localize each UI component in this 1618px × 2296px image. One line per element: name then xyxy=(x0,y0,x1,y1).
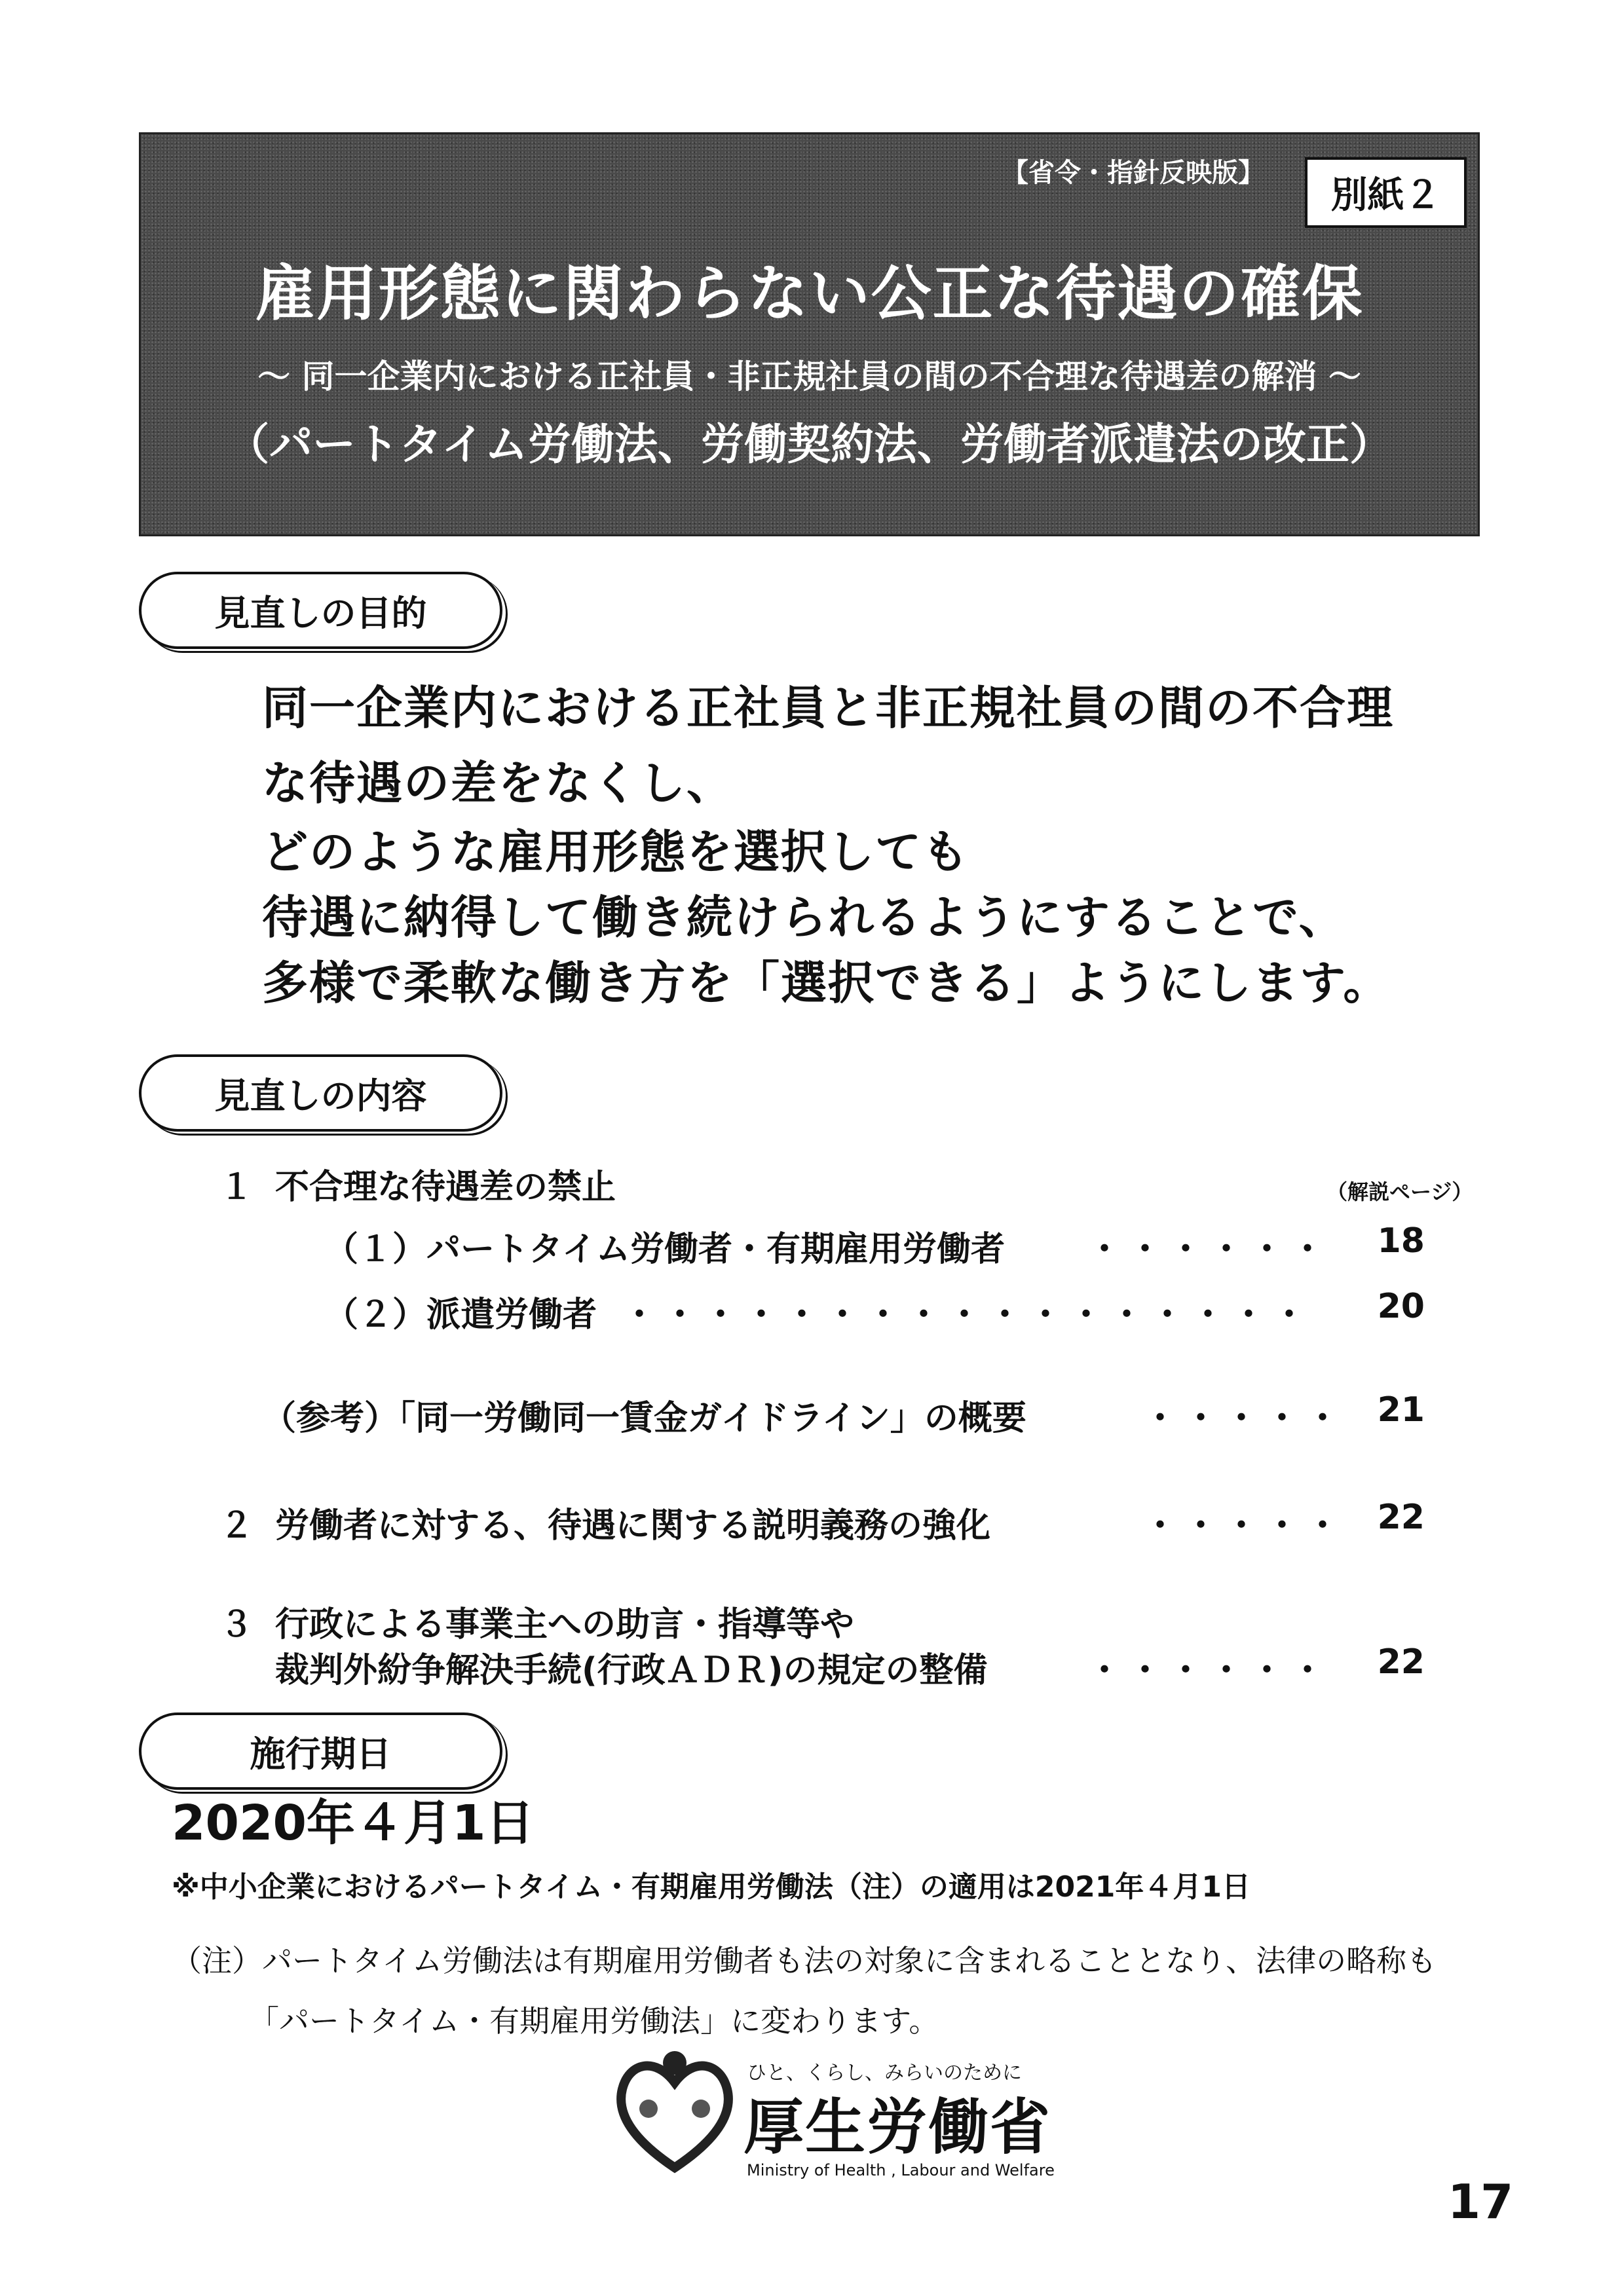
page-subtitle-laws: （パートタイム労働法、労働契約法、労働者派遣法の改正） xyxy=(226,419,1393,470)
purpose-line-3: どのような雇用形態を選択しても xyxy=(262,825,969,879)
annex-label: 別紙２ xyxy=(1305,157,1467,228)
toc-item-1-text: 不合理な待遇差の禁止 xyxy=(275,1168,616,1207)
toc-item-3-text-line2: 裁判外紛争解決手続(行政ＡＤＲ)の規定の整備 xyxy=(275,1651,988,1690)
toc-item-1-2-page: 20 xyxy=(1377,1287,1425,1326)
footnote-line-1: （注）パートタイム労働法は有期雇用労働者も法の対象に含まれることとなり、法律の略称も xyxy=(172,1943,1437,1978)
toc-item-2-leader: ・・・・・ xyxy=(1143,1506,1347,1546)
toc-item-1-2-leader: ・・・・・・・・・・・・・・・・・ xyxy=(622,1295,1313,1335)
toc-item-3-number: ３ xyxy=(219,1605,254,1644)
enforcement-date: 2020年４月1日 xyxy=(172,1795,535,1851)
toc-item-1-2-text: （２）派遣労働者 xyxy=(324,1295,597,1335)
ministry-logo-icon xyxy=(609,2037,740,2181)
logo-english-name: Ministry of Health , Labour and Welfare xyxy=(747,2161,1055,2179)
toc-item-2-text: 労働者に対する、待遇に関する説明義務の強化 xyxy=(275,1506,991,1546)
toc-reference-text: （参考）「同一労働同一賃金ガイドライン」の概要 xyxy=(262,1399,1026,1438)
toc-reference-leader: ・・・・・ xyxy=(1143,1399,1347,1438)
purpose-line-1: 同一企業内における正社員と非正規社員の間の不合理 xyxy=(262,681,1394,735)
toc-item-1-number: １ xyxy=(219,1168,254,1207)
footnote-line-2: 「パートタイム・有期雇用労働法」に変わります。 xyxy=(249,2003,939,2039)
logo-tagline: ひと、くらし、みらいのために xyxy=(747,2062,1022,2084)
section-label-purpose: 見直しの目的 xyxy=(139,572,502,649)
purpose-line-5: 多様で柔軟な働き方を「選択できる」ようにします。 xyxy=(262,956,1391,1010)
page-number: 17 xyxy=(1448,2174,1514,2229)
page-subtitle: ～ 同一企業内における正社員・非正規社員の間の不合理な待遇差の解消 ～ xyxy=(257,358,1361,396)
toc-item-1-1-leader: ・・・・・・ xyxy=(1087,1230,1332,1269)
header-banner xyxy=(139,132,1480,536)
toc-reference-page: 21 xyxy=(1377,1390,1425,1430)
toc-item-1-1-text: （１）パートタイム労働者・有期雇用労働者 xyxy=(324,1230,1005,1269)
toc-item-2-number: ２ xyxy=(219,1506,254,1546)
page-column-header: （解説ページ） xyxy=(1326,1179,1473,1204)
toc-item-2-page: 22 xyxy=(1377,1498,1425,1537)
logo-ministry-name: 厚生労働省 xyxy=(743,2092,1052,2162)
toc-item-3-text: 行政による事業主への助言・指導等や xyxy=(275,1605,855,1644)
section-label-enforcement: 施行期日 xyxy=(139,1713,502,1790)
toc-item-3-page: 22 xyxy=(1377,1642,1425,1682)
section-label-contents: 見直しの内容 xyxy=(139,1054,502,1132)
sme-application-note: ※中小企業におけるパートタイム・有期雇用労働法（注）の適用は2021年４月1日 xyxy=(172,1870,1251,1904)
toc-item-1-1-page: 18 xyxy=(1377,1221,1425,1261)
page-title: 雇用形態に関わらない公正な待遇の確保 xyxy=(255,259,1364,329)
purpose-line-2: な待遇の差をなくし、 xyxy=(262,756,734,810)
purpose-line-4: 待遇に納得して働き続けられるようにすることで、 xyxy=(262,891,1346,944)
header-version-note: 【省令・指針反映版】 xyxy=(1002,158,1264,188)
toc-item-3-leader: ・・・・・・ xyxy=(1087,1651,1332,1690)
